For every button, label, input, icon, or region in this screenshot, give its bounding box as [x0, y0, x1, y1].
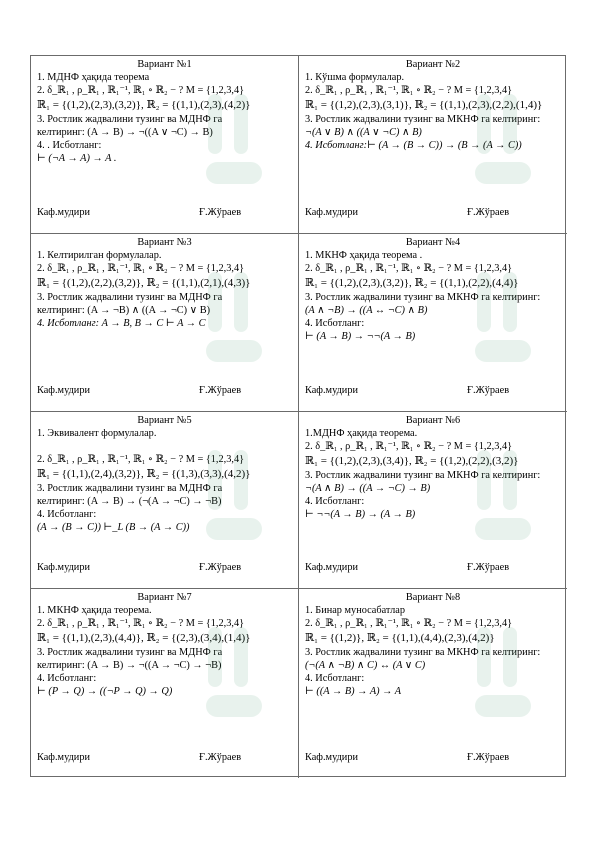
variant-line: келтиринг: (A → ¬B) ∧ ((A → ¬C) ∨ B)	[37, 305, 211, 316]
variant-line: 3. Ростлик жадвалини тузинг ва МДНФ га	[37, 483, 223, 494]
variant-line: ℝ₁ = {(1,2),(2,3),(3,4)}, ℝ₂ = {(1,2),(2,2),(3,2)}	[305, 455, 519, 467]
variant-line: 3. Ростлик жадвалини тузинг ва МДНФ га	[37, 114, 223, 125]
signatory-name: Ғ.Жўраев	[467, 207, 510, 218]
variant-line: ⊢ (P → Q) → ((¬P → Q) → Q)	[37, 686, 173, 697]
signatory-name: Ғ.Жўраев	[199, 562, 242, 573]
variant-line: ¬(A ∨ B) ∧ ((A ∨ ¬C) ∧ B)	[305, 127, 422, 138]
variant-card	[299, 234, 567, 412]
variant-line: келтиринг: (A → B) → (¬(A → ¬C) → ¬B)	[37, 496, 222, 507]
variant-line: 4. Исботланг:	[305, 318, 365, 329]
variant-card	[31, 234, 299, 412]
signature-row	[37, 561, 292, 574]
variant-line: ⊢ ((A → B) → A) → A	[305, 686, 402, 697]
variant-line: 3. Ростлик жадвалини тузинг ва МКНФ га келтиринг:	[305, 292, 541, 303]
variant-line: 3. Ростлик жадвалини тузинг ва МКНФ га келтиринг:	[305, 647, 541, 658]
variant-line: ℝ₁ = {(1,2)}, ℝ₂ = {(1,1),(4,4),(2,3),(4,2)}	[305, 632, 495, 644]
variant-line: 4. Исботланг:	[37, 673, 97, 684]
variant-line: (¬(A ∧ ¬B) ∧ C) ↔ (A ∨ C)	[305, 660, 426, 671]
variant-line: 1. МКНФ ҳақида теорема .	[305, 250, 423, 261]
variant-title: Вариант №5	[137, 415, 192, 426]
signatory-name: Ғ.Жўраев	[467, 385, 510, 396]
variant-line: 1. Келтирилган формулалар.	[37, 250, 162, 261]
variant-line: ℝ₁ = {(1,2),(2,3),(3,2)}, ℝ₂ = {(1,1),(2,3),(4,2)}	[37, 99, 251, 111]
variant-title: Вариант №4	[405, 237, 461, 248]
variant-line: 1. Эквивалент формулалар.	[37, 428, 157, 439]
department-head-label: Каф.мудири	[37, 385, 90, 396]
variant-title: Вариант №6	[405, 415, 461, 426]
variant-line: 4. Исботланг:	[305, 496, 365, 507]
variant-title: Вариант №3	[137, 237, 192, 248]
variant-line: 2. δ_ℝ₁ , ρ_ℝ₁ , ℝ₁⁻¹, ℝ₁ ∘ ℝ₂ − ? M = {1,2,3,4}	[37, 263, 245, 274]
variant-line: ¬(A ∧ B) → ((A → ¬C) → B)	[305, 483, 431, 494]
variant-line: 1. МДНФ ҳақида теорема	[37, 72, 150, 83]
signatory-name: Ғ.Жўраев	[199, 385, 242, 396]
variant-line: (A → (B → C)) ⊢_L (B → (A → C))	[37, 522, 190, 533]
variant-line: ⊢ ¬¬(A → B) → (A → B)	[305, 509, 416, 520]
variant-line: 2. δ_ℝ₁ , ρ_ℝ₁ , ℝ₁⁻¹, ℝ₁ ∘ ℝ₂ − ? M = {1,2,3,4}	[37, 85, 245, 96]
department-head-label: Каф.мудири	[305, 207, 358, 218]
variant-line: 2. δ_ℝ₁ , ρ_ℝ₁ , ℝ₁⁻¹, ℝ₁ ∘ ℝ₂ − ? M = {1,2,3,4}	[305, 263, 513, 274]
signature-row	[305, 384, 561, 397]
variant-line: ℝ₁ = {(1,1),(2,4),(3,2)}, ℝ₂ = {(1,3),(3,3),(4,2)}	[37, 468, 251, 480]
variant-line: 1.МДНФ ҳақида теорема.	[305, 428, 418, 439]
signature-row	[37, 384, 292, 397]
variant-line: 4. Исботланг: A → B, B → C ⊢ A → C	[37, 318, 206, 329]
variant-line: 4. Исботланг:	[37, 509, 97, 520]
department-head-label: Каф.мудири	[305, 752, 358, 763]
signatory-name: Ғ.Жўраев	[199, 207, 242, 218]
variants-sheet	[30, 55, 566, 777]
variant-line: (A ∧ ¬B) → ((A ↔ ¬C) ∧ B)	[305, 305, 428, 316]
variant-title: Вариант №8	[405, 592, 461, 603]
variant-line: 1. МКНФ ҳақида теорема.	[37, 605, 152, 616]
variant-line: ℝ₁ = {(1,1),(2,3),(4,4)}, ℝ₂ = {(2,3),(3,4),(1,4)}	[37, 632, 251, 644]
variant-line: 1. Кўшма формулалар.	[305, 72, 405, 83]
variant-line: 3. Ростлик жадвалини тузинг ва МКНФ га келтиринг:	[305, 114, 541, 125]
variant-line: 3. Ростлик жадвалини тузинг ва МКНФ га келтиринг:	[305, 470, 541, 481]
variant-title: Вариант №2	[405, 59, 461, 70]
variant-line: 2. δ_ℝ₁ , ρ_ℝ₁ , ℝ₁⁻¹, ℝ₁ ∘ ℝ₂ − ? M = {1,2,3,4}	[37, 454, 245, 465]
variant-card	[31, 412, 299, 589]
variant-line: ℝ₁ = {(1,2),(2,2),(3,2)}, ℝ₂ = {(1,1),(2,1),(4,3)}	[37, 277, 251, 289]
variant-line: 3. Ростлик жадвалини тузинг ва МДНФ га	[37, 292, 223, 303]
variant-line	[37, 440, 292, 453]
department-head-label: Каф.мудири	[305, 385, 358, 396]
variant-line: келтиринг: (A → B) → ¬((A → ¬C) → ¬B)	[37, 660, 222, 671]
variant-line: 3. Ростлик жадвалини тузинг ва МДНФ га	[37, 647, 223, 658]
variant-line: 4. Исботланг:	[305, 673, 365, 684]
variant-line: 4. . Исботланг:	[37, 140, 102, 151]
variant-line: 2. δ_ℝ₁ , ρ_ℝ₁ , ℝ₁⁻¹, ℝ₁ ∘ ℝ₂ − ? M = {1,2,3,4}	[37, 618, 245, 629]
variant-line: 2. δ_ℝ₁ , ρ_ℝ₁ , ℝ₁⁻¹, ℝ₁ ∘ ℝ₂ − ? M = {1,2,3,4}	[305, 85, 513, 96]
signature-row	[37, 751, 292, 764]
variant-line: ℝ₁ = {(1,2),(2,3),(3,2)}, ℝ₂ = {(1,1),(2,2),(4,4)}	[305, 277, 519, 289]
variant-line: 4. Исботланг:⊢ (A → (B → C)) → (B → (A → C))	[305, 140, 522, 151]
signature-row	[305, 751, 561, 764]
variant-title: Вариант №1	[137, 59, 192, 70]
department-head-label: Каф.мудири	[37, 562, 90, 573]
signature-row	[305, 561, 561, 574]
signatory-name: Ғ.Жўраев	[467, 562, 510, 573]
variant-line: 2. δ_ℝ₁ , ρ_ℝ₁ , ℝ₁⁻¹, ℝ₁ ∘ ℝ₂ − ? M = {1,2,3,4}	[305, 441, 513, 452]
variant-card	[299, 589, 567, 778]
variant-card	[31, 56, 299, 234]
variant-line: 1. Бинар муносабатлар	[305, 605, 406, 616]
variant-line: ⊢ (A → B) → ¬¬(A → B)	[305, 331, 416, 342]
signature-row	[37, 206, 292, 219]
department-head-label: Каф.мудири	[305, 562, 358, 573]
department-head-label: Каф.мудири	[37, 207, 90, 218]
signatory-name: Ғ.Жўраев	[467, 752, 510, 763]
variant-line: ⊢ (¬A → A) → A .	[37, 153, 117, 164]
variant-card	[299, 56, 567, 234]
variant-card	[299, 412, 567, 589]
signature-row	[305, 206, 561, 219]
variant-line: ℝ₁ = {(1,2),(2,3),(3,1)}, ℝ₂ = {(1,1),(2,3),(2,2),(1,4)}	[305, 99, 543, 111]
variant-line: келтиринг: (A → B) → ¬((A ∨ ¬C) → B)	[37, 127, 213, 138]
signatory-name: Ғ.Жўраев	[199, 752, 242, 763]
variant-line: 2. δ_ℝ₁ , ρ_ℝ₁ , ℝ₁⁻¹, ℝ₁ ∘ ℝ₂ − ? M = {1,2,3,4}	[305, 618, 513, 629]
variant-title: Вариант №7	[137, 592, 192, 603]
department-head-label: Каф.мудири	[37, 752, 90, 763]
variant-card	[31, 589, 299, 778]
